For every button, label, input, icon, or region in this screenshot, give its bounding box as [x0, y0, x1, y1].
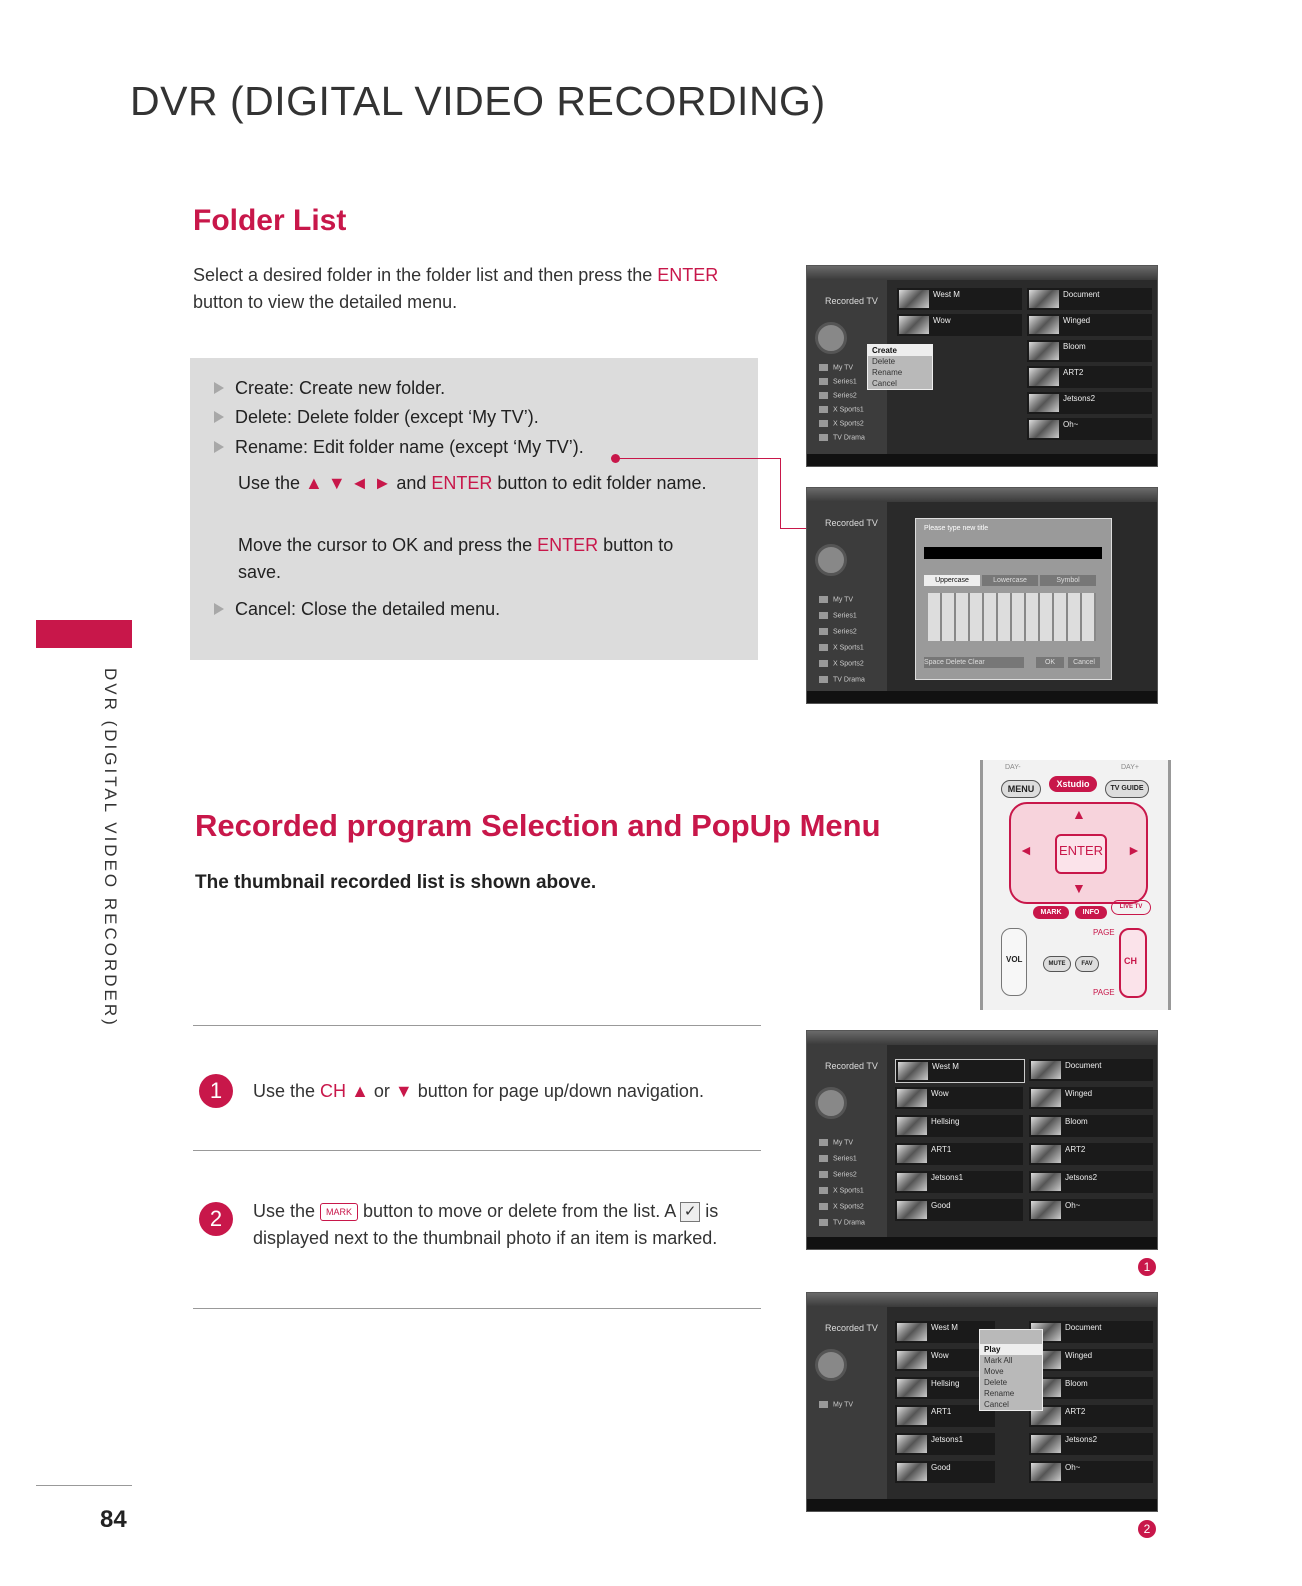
folder-item: X Sports2 — [819, 420, 879, 430]
program-thumbnail — [897, 1117, 927, 1135]
folder-item: Series1 — [819, 378, 879, 388]
program-name: Jetsons1 — [931, 1173, 964, 1182]
step1-ch: CH — [320, 1081, 347, 1101]
callout-line — [615, 458, 780, 459]
program-tile[interactable] — [1029, 1321, 1153, 1343]
program-name: Bloom — [1065, 1117, 1088, 1126]
screen-top-bar — [807, 488, 1157, 502]
step2-c: is displayed next to the thumbnail photo if an item is marked. — [253, 1201, 719, 1248]
menu-button[interactable]: MENU — [1001, 780, 1041, 798]
program-name: ART2 — [1065, 1145, 1086, 1154]
folder-item: My TV — [819, 1139, 879, 1149]
navigation-pad — [1009, 802, 1148, 904]
folder-item: My TV — [819, 596, 879, 606]
folder-popup-menu — [867, 344, 933, 390]
program-tile[interactable] — [895, 1143, 1023, 1165]
folder-item: Series2 — [819, 392, 879, 402]
program-thumbnail — [1029, 316, 1059, 334]
footer-rule — [36, 1485, 132, 1486]
page-title: DVR (DIGITAL VIDEO RECORDING) — [130, 78, 826, 124]
folder-item: TV Drama — [819, 676, 879, 686]
kb-delete[interactable]: Delete — [945, 659, 967, 666]
popup-cancel[interactable]: Cancel — [984, 1400, 1009, 1409]
menu-delete[interactable]: Delete — [872, 357, 896, 366]
program-name: ART1 — [931, 1407, 952, 1416]
program-thumbnail — [899, 316, 929, 334]
screen-folder-menu — [806, 265, 1158, 467]
folder-item: X Sports2 — [819, 1203, 879, 1213]
program-name: Jetsons1 — [931, 1435, 964, 1444]
tab-symbol[interactable]: Symbol — [1040, 575, 1096, 586]
kb-clear[interactable]: Clear — [968, 659, 985, 666]
program-selection-heading: Recorded program Selection and PopUp Menu — [195, 808, 881, 843]
program-thumbnail — [1029, 342, 1059, 360]
program-tile[interactable] — [895, 1433, 995, 1455]
program-name: Bloom — [1065, 1379, 1088, 1388]
disc-icon — [815, 1087, 847, 1119]
menu-cancel[interactable]: Cancel — [872, 379, 897, 388]
volume-rocker[interactable] — [1001, 928, 1027, 996]
folder-item: Series2 — [819, 1171, 879, 1181]
program-name: Bloom — [1063, 342, 1086, 351]
folder-item: My TV — [819, 1401, 879, 1411]
screen-bottom-bar — [807, 691, 1157, 703]
divider — [193, 1150, 761, 1151]
keyboard-edit-buttons[interactable] — [924, 657, 1024, 668]
program-tile[interactable] — [1029, 1433, 1153, 1455]
program-tile[interactable] — [895, 1115, 1023, 1137]
program-thumbnail — [899, 290, 929, 308]
kb-cancel-button[interactable]: Cancel — [1068, 657, 1100, 668]
page-up-label: PAGE — [1093, 928, 1115, 937]
program-thumbnail — [897, 1323, 927, 1341]
fav-button[interactable]: FAV — [1075, 956, 1099, 972]
screen-rename-keyboard — [806, 487, 1158, 704]
callout-line — [780, 458, 781, 528]
divider — [193, 1025, 761, 1026]
rename-sub2-enter: ENTER — [537, 535, 599, 555]
program-tile[interactable] — [1029, 1143, 1153, 1165]
program-thumbnail — [897, 1435, 927, 1453]
screen-sidebar — [807, 502, 887, 691]
program-name: Hellsing — [931, 1117, 960, 1126]
program-tile — [1027, 366, 1152, 388]
program-name: Document — [1063, 290, 1100, 299]
title-input[interactable] — [924, 547, 1102, 559]
bullet-icon — [214, 603, 224, 615]
keyboard-prompt: Please type new title — [924, 525, 989, 532]
folder-item: Series1 — [819, 612, 879, 622]
livetv-button[interactable]: LIVE TV — [1111, 900, 1151, 915]
page-number: 84 — [100, 1506, 127, 1533]
program-thumbnail — [1029, 420, 1059, 438]
option-cancel: Cancel: Close the detailed menu. — [235, 599, 501, 619]
screen-caption-1: 1 — [1138, 1258, 1156, 1276]
program-name: Jetsons2 — [1065, 1435, 1098, 1444]
kb-space[interactable]: Space — [924, 659, 944, 666]
option-rename: Rename: Edit folder name (except ‘My TV’). — [235, 437, 584, 457]
keyboard-dialog — [915, 518, 1112, 680]
program-name: Good — [931, 1201, 951, 1210]
rename-enter: ENTER — [431, 473, 493, 493]
program-tile[interactable] — [1029, 1115, 1153, 1137]
program-name: Wow — [931, 1351, 949, 1360]
rename-sub1-c: button to edit folder name. — [492, 473, 707, 493]
side-section-label: DVR (DIGITAL VIDEO RECORDER) — [101, 668, 120, 1028]
screen-bottom-bar — [807, 1499, 1157, 1511]
info-button[interactable]: INFO — [1075, 906, 1107, 919]
screen-caption-2: 2 — [1138, 1520, 1156, 1538]
program-name: West M — [933, 290, 960, 299]
program-tile[interactable] — [895, 1059, 1025, 1083]
program-thumbnail — [1031, 1201, 1061, 1219]
folder-item: TV Drama — [819, 1219, 879, 1229]
folder-options-box — [190, 358, 758, 660]
program-thumbnail — [1031, 1173, 1061, 1191]
program-tile[interactable] — [895, 1461, 995, 1483]
screen-title: Recorded TV — [825, 1323, 878, 1333]
program-thumbnail — [897, 1351, 927, 1369]
program-name: Winged — [1065, 1089, 1093, 1098]
step1-a: Use the — [253, 1081, 321, 1101]
program-name: Oh~ — [1065, 1201, 1081, 1210]
program-name: ART2 — [1065, 1407, 1086, 1416]
program-tile — [1027, 314, 1152, 336]
enter-button[interactable]: ENTER — [1055, 834, 1107, 874]
folder-item: Series1 — [819, 1155, 879, 1165]
rename-sub1-a: Use the — [238, 473, 306, 493]
tvguide-button[interactable]: TV GUIDE — [1105, 780, 1149, 798]
program-tile[interactable] — [1029, 1199, 1153, 1221]
step2-a: Use the — [253, 1201, 321, 1221]
screen-sidebar — [807, 1045, 887, 1237]
mark-button-icon: MARK — [320, 1203, 358, 1221]
program-thumbnail — [1029, 394, 1059, 412]
rename-instruction-1 — [238, 470, 718, 497]
popup-mark-all[interactable]: Mark All — [984, 1356, 1013, 1365]
popup-move[interactable]: Move — [984, 1367, 1004, 1376]
program-tile[interactable] — [895, 1171, 1023, 1193]
popup-play[interactable]: Play — [980, 1344, 1042, 1355]
folder-item: Series2 — [819, 628, 879, 638]
program-name: Hellsing — [931, 1379, 960, 1388]
program-tile[interactable] — [1029, 1171, 1153, 1193]
program-tile — [897, 314, 1022, 336]
screen-program-list — [806, 1030, 1158, 1250]
step-2-badge: 2 — [199, 1202, 233, 1236]
popup-delete[interactable]: Delete — [984, 1378, 1008, 1387]
program-thumbnail — [1031, 1463, 1061, 1481]
tab-uppercase[interactable]: Uppercase — [924, 575, 980, 586]
step2-b: button to move or delete from the list. A — [358, 1201, 681, 1221]
program-name: Jetsons2 — [1063, 394, 1096, 403]
checkmark-icon: ✓ — [680, 1202, 700, 1222]
folder-item: X Sports1 — [819, 406, 879, 416]
program-name: Oh~ — [1065, 1463, 1081, 1472]
mute-button[interactable]: MUTE — [1043, 956, 1071, 972]
step1-up-icon: ▲ — [351, 1081, 369, 1101]
kb-ok-button[interactable]: OK — [1036, 657, 1064, 668]
screen-top-bar — [807, 1031, 1157, 1045]
program-popup-menu — [979, 1329, 1043, 1411]
program-tile — [1027, 340, 1152, 362]
rename-arrows: ▲ ▼ ◄ ► — [305, 473, 392, 493]
day-minus-label: DAY- — [1005, 764, 1021, 771]
bullet-icon — [214, 382, 224, 394]
program-tile — [1027, 418, 1152, 440]
program-thumbnail — [1031, 1435, 1061, 1453]
intro-text-2: button to view the detailed menu. — [193, 292, 458, 312]
program-thumbnail — [897, 1173, 927, 1191]
intro-enter: ENTER — [657, 265, 719, 285]
program-thumbnail — [898, 1062, 928, 1080]
intro-text-1: Select a desired folder in the folder list and then press the — [193, 265, 658, 285]
rename-sub1-b: and — [391, 473, 432, 493]
program-tile[interactable] — [1029, 1349, 1153, 1371]
folder-item: X Sports2 — [819, 660, 879, 670]
down-arrow-icon[interactable]: ▼ — [1072, 880, 1086, 896]
folder-item: TV Drama — [819, 434, 879, 444]
step1-b: button for page up/down navigation. — [412, 1081, 704, 1101]
tab-lowercase[interactable]: Lowercase — [982, 575, 1038, 586]
page-down-label: PAGE — [1093, 988, 1115, 997]
screen-title: Recorded TV — [825, 296, 878, 306]
folder-list-heading: Folder List — [193, 204, 347, 237]
program-thumbnail — [897, 1379, 927, 1397]
step1-or: or — [368, 1081, 395, 1101]
program-name: Winged — [1065, 1351, 1093, 1360]
program-name: Wow — [931, 1089, 949, 1098]
vol-label: VOL — [1006, 955, 1023, 964]
program-thumbnail — [1029, 290, 1059, 308]
program-tile[interactable] — [895, 1087, 1023, 1109]
screen-bottom-bar — [807, 1237, 1157, 1249]
rename-sub2-b: button to save. — [238, 535, 674, 582]
side-tab-marker — [36, 620, 132, 648]
program-tile — [1027, 288, 1152, 310]
program-tile[interactable] — [1029, 1405, 1153, 1427]
divider — [193, 1308, 761, 1309]
menu-create[interactable]: Create — [868, 345, 932, 356]
rename-sub2-a: Move the cursor to OK and press the — [238, 535, 538, 555]
screen-program-popup — [806, 1292, 1158, 1512]
program-name: Jetsons2 — [1065, 1173, 1098, 1182]
disc-icon — [815, 322, 847, 354]
program-thumbnail — [1031, 1089, 1061, 1107]
xstudio-button[interactable]: Xstudio — [1049, 776, 1097, 792]
screen-top-bar — [807, 266, 1157, 280]
disc-icon — [815, 544, 847, 576]
program-name: ART2 — [1063, 368, 1084, 377]
program-name: Oh~ — [1063, 420, 1079, 429]
keyboard-keys[interactable] — [928, 593, 1096, 641]
disc-icon — [815, 1349, 847, 1381]
folder-item: X Sports1 — [819, 644, 879, 654]
program-tile[interactable] — [1029, 1059, 1153, 1081]
program-thumbnail — [897, 1463, 927, 1481]
step1-down-icon: ▼ — [394, 1081, 413, 1101]
program-thumbnail — [1031, 1145, 1061, 1163]
program-tile — [1027, 392, 1152, 414]
program-name: Document — [1065, 1061, 1102, 1070]
program-tile — [897, 288, 1022, 310]
folder-list-intro — [193, 262, 758, 316]
mark-button[interactable]: MARK — [1033, 906, 1069, 919]
screen-bottom-bar — [807, 454, 1157, 466]
program-name: Document — [1065, 1323, 1102, 1332]
program-thumbnail — [897, 1407, 927, 1425]
screen-top-bar — [807, 1293, 1157, 1307]
program-thumbnail — [1029, 368, 1059, 386]
channel-rocker[interactable] — [1119, 928, 1147, 998]
step-1-badge: 1 — [199, 1074, 233, 1108]
program-tile[interactable] — [1029, 1461, 1153, 1483]
program-name: Good — [931, 1463, 951, 1472]
option-create: Create: Create new folder. — [235, 378, 446, 398]
program-tile[interactable] — [1029, 1087, 1153, 1109]
rename-instruction-2 — [238, 532, 718, 586]
bullet-icon — [214, 411, 224, 423]
program-name: ART1 — [931, 1145, 952, 1154]
program-thumbnail — [897, 1145, 927, 1163]
day-plus-label: DAY+ — [1121, 764, 1139, 771]
screen-sidebar — [807, 1307, 887, 1499]
menu-rename[interactable]: Rename — [872, 368, 903, 377]
program-selection-subtitle: The thumbnail recorded list is shown above. — [195, 872, 597, 893]
step-2-text — [253, 1198, 763, 1252]
program-name: West M — [932, 1062, 959, 1071]
program-thumbnail — [897, 1201, 927, 1219]
up-arrow-icon[interactable]: ▲ — [1072, 806, 1086, 822]
screen-title: Recorded TV — [825, 1061, 878, 1071]
ch-label: CH — [1124, 956, 1137, 966]
program-name: West M — [931, 1323, 958, 1332]
option-delete: Delete: Delete folder (except ‘My TV’). — [235, 407, 539, 427]
folder-item: X Sports1 — [819, 1187, 879, 1197]
program-name: Wow — [933, 316, 951, 325]
folder-item: My TV — [819, 364, 879, 374]
program-name: Winged — [1063, 316, 1091, 325]
bullet-icon — [214, 441, 224, 453]
remote-control-illustration — [980, 760, 1171, 1010]
right-arrow-icon[interactable]: ► — [1127, 842, 1141, 858]
screen-title: Recorded TV — [825, 518, 878, 528]
program-tile[interactable] — [895, 1199, 1023, 1221]
program-tile[interactable] — [1029, 1377, 1153, 1399]
program-thumbnail — [897, 1089, 927, 1107]
popup-rename[interactable]: Rename — [984, 1389, 1015, 1398]
program-thumbnail — [1031, 1117, 1061, 1135]
left-arrow-icon[interactable]: ◄ — [1019, 842, 1033, 858]
program-thumbnail — [1031, 1061, 1061, 1079]
step-1-text — [253, 1078, 763, 1105]
